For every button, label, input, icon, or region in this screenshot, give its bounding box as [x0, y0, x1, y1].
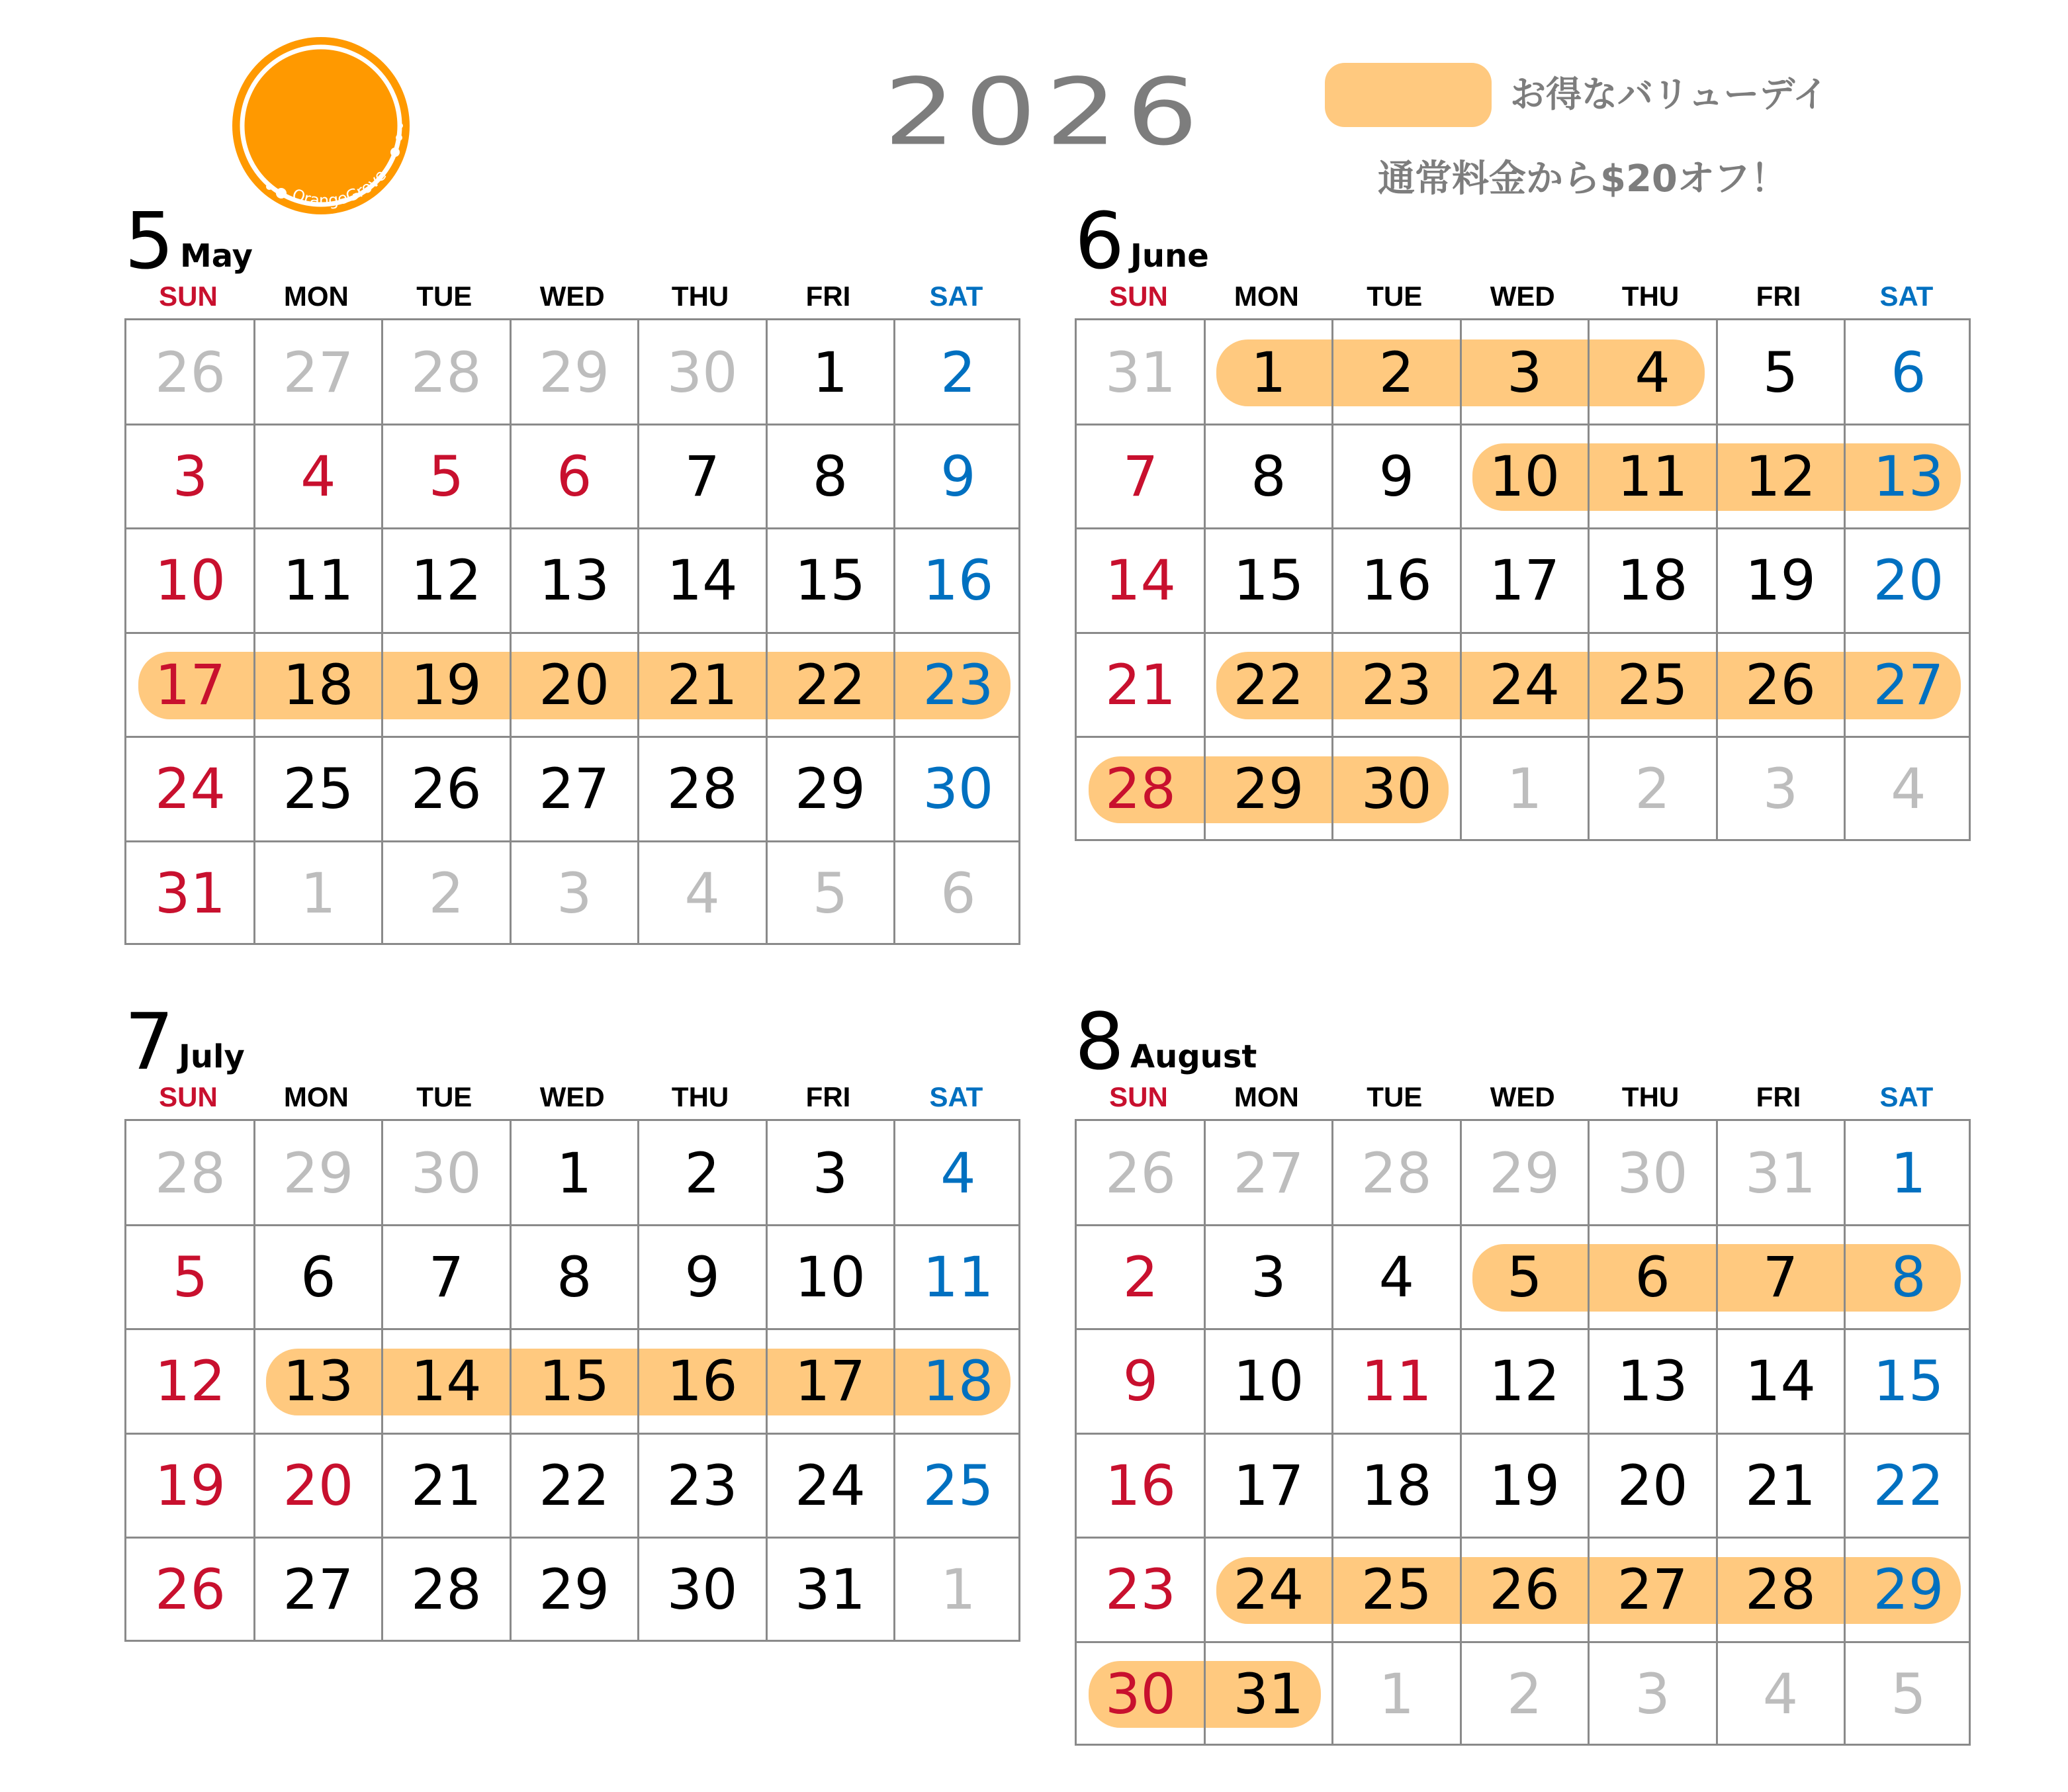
day-cell[interactable]: 27 — [1233, 1140, 1304, 1206]
weekday-fri: FRI — [1756, 281, 1801, 312]
day-cell[interactable]: 2 — [1506, 1661, 1543, 1726]
day-cell[interactable]: 21 — [1105, 652, 1176, 717]
day-cell[interactable]: 29 — [1873, 1557, 1944, 1623]
weekday-mon: MON — [283, 281, 349, 312]
day-cell[interactable]: 24 — [795, 1453, 866, 1518]
day-cell[interactable]: 5 — [172, 1244, 208, 1310]
day-cell[interactable]: 6 — [1891, 339, 1926, 405]
day-cell[interactable]: 10 — [1489, 443, 1560, 509]
weekday-wed: WED — [539, 1081, 605, 1112]
day-cell[interactable]: 31 — [1233, 1661, 1304, 1726]
day-cell[interactable]: 18 — [1361, 1453, 1432, 1518]
day-cell[interactable]: 16 — [1105, 1453, 1176, 1518]
legend-note: 通常料金から$20オフ！ — [1378, 157, 1788, 201]
weekday-sat: SAT — [1879, 1081, 1934, 1112]
weekday-thu: THU — [671, 281, 729, 312]
day-cell[interactable]: 2 — [1378, 339, 1415, 405]
day-cell[interactable]: 13 — [539, 548, 610, 613]
day-cell[interactable]: 24 — [155, 756, 226, 822]
day-cell[interactable]: 5 — [1506, 1244, 1543, 1310]
day-cell[interactable]: 8 — [1251, 443, 1286, 509]
weekday-fri: FRI — [1756, 1081, 1801, 1112]
day-cell[interactable]: 26 — [1105, 1140, 1176, 1206]
day-cell[interactable]: 4 — [684, 860, 720, 926]
day-cell[interactable]: 24 — [1233, 1557, 1304, 1623]
day-cell[interactable]: 11 — [1361, 1349, 1432, 1414]
day-cell[interactable]: 4 — [1891, 756, 1926, 822]
day-cell[interactable]: 16 — [666, 1349, 738, 1414]
day-cell[interactable]: 21 — [666, 652, 738, 717]
day-cell[interactable]: 13 — [283, 1349, 354, 1414]
month-number: 6 — [1075, 195, 1125, 287]
day-cell[interactable]: 29 — [1489, 1140, 1560, 1206]
weekday-sat: SAT — [929, 281, 983, 312]
day-cell[interactable]: 12 — [1489, 1349, 1560, 1414]
day-cell[interactable]: 28 — [1745, 1557, 1816, 1623]
day-cell[interactable]: 29 — [795, 756, 866, 822]
day-cell[interactable]: 5 — [1762, 339, 1799, 405]
day-cell[interactable]: 3 — [556, 860, 592, 926]
day-cell[interactable]: 9 — [1378, 443, 1415, 509]
weekday-header-row — [1075, 281, 1971, 311]
day-cell[interactable]: 19 — [410, 652, 482, 717]
month-number: 5 — [124, 195, 175, 287]
month-august — [1075, 996, 1971, 1726]
month-name: June — [1130, 238, 1209, 275]
calendar-grid — [124, 318, 1020, 945]
day-cell[interactable]: 7 — [428, 1244, 465, 1310]
month-number: 8 — [1075, 996, 1125, 1087]
weekday-mon: MON — [283, 1081, 349, 1112]
day-cell[interactable]: 24 — [1489, 652, 1560, 717]
day-cell[interactable]: 3 — [172, 443, 208, 509]
day-cell[interactable]: 25 — [1361, 1557, 1432, 1623]
day-cell[interactable]: 23 — [666, 1453, 738, 1518]
day-cell[interactable]: 25 — [922, 1453, 994, 1518]
orange-grove-logo — [228, 33, 414, 218]
weekday-thu: THU — [1621, 1081, 1680, 1112]
day-cell[interactable]: 25 — [283, 756, 354, 822]
day-cell[interactable]: 1 — [1891, 1140, 1926, 1206]
month-july — [124, 996, 1020, 1623]
day-cell[interactable]: 2 — [1635, 756, 1670, 822]
day-cell[interactable]: 4 — [1762, 1661, 1799, 1726]
month-header — [124, 996, 1020, 1087]
day-cell[interactable]: 16 — [922, 548, 994, 613]
day-cell[interactable]: 23 — [1361, 652, 1432, 717]
day-cell[interactable]: 14 — [410, 1349, 482, 1414]
day-cell[interactable]: 26 — [1745, 652, 1816, 717]
calendar-grid — [124, 1119, 1020, 1642]
weekday-tue: TUE — [1367, 281, 1423, 312]
day-cell[interactable]: 15 — [795, 548, 866, 613]
day-cell[interactable]: 2 — [1122, 1244, 1159, 1310]
legend-highlight-swatch — [1325, 63, 1492, 127]
day-cell[interactable]: 3 — [1635, 1661, 1670, 1726]
day-cell[interactable]: 28 — [410, 339, 482, 405]
logo-text: OrangeGrove — [289, 165, 390, 210]
weekday-tue: TUE — [1367, 1081, 1423, 1112]
day-cell[interactable]: 10 — [795, 1244, 866, 1310]
day-cell[interactable]: 26 — [410, 756, 482, 822]
day-cell[interactable]: 31 — [1745, 1140, 1816, 1206]
day-cell[interactable]: 28 — [1361, 1140, 1432, 1206]
weekday-fri: FRI — [805, 281, 851, 312]
day-cell[interactable]: 2 — [940, 339, 976, 405]
day-cell[interactable]: 3 — [1251, 1244, 1286, 1310]
day-cell[interactable]: 20 — [283, 1453, 354, 1518]
day-cell[interactable]: 4 — [1635, 339, 1670, 405]
day-cell[interactable]: 5 — [428, 443, 465, 509]
day-cell[interactable]: 28 — [666, 756, 738, 822]
weekday-thu: THU — [1621, 281, 1680, 312]
day-cell[interactable]: 25 — [1617, 652, 1688, 717]
day-cell[interactable]: 18 — [283, 652, 354, 717]
day-cell[interactable]: 1 — [940, 1557, 976, 1623]
day-cell[interactable]: 12 — [155, 1349, 226, 1414]
day-cell[interactable]: 27 — [283, 339, 354, 405]
day-cell[interactable]: 21 — [1745, 1453, 1816, 1518]
day-cell[interactable]: 29 — [539, 1557, 610, 1623]
day-cell[interactable]: 1 — [1378, 1661, 1415, 1726]
weekday-sun: SUN — [1109, 1081, 1168, 1112]
day-cell[interactable]: 29 — [1233, 756, 1304, 822]
day-cell[interactable]: 8 — [1891, 1244, 1926, 1310]
day-cell[interactable]: 3 — [1506, 339, 1543, 405]
day-cell[interactable]: 10 — [155, 548, 226, 613]
day-cell[interactable]: 29 — [283, 1140, 354, 1206]
day-cell[interactable]: 26 — [155, 339, 226, 405]
weekday-tue: TUE — [416, 1081, 472, 1112]
day-cell[interactable]: 19 — [1745, 548, 1816, 613]
day-cell[interactable]: 6 — [556, 443, 592, 509]
year-title: 2026 — [883, 58, 1208, 167]
weekday-header-row — [1075, 1082, 1971, 1112]
day-cell[interactable]: 31 — [1105, 339, 1176, 405]
day-cell[interactable]: 30 — [666, 339, 738, 405]
month-name: August — [1130, 1038, 1257, 1075]
day-cell[interactable]: 26 — [1489, 1557, 1560, 1623]
day-cell[interactable]: 11 — [283, 548, 354, 613]
day-cell[interactable]: 1 — [556, 1140, 592, 1206]
weekday-sun: SUN — [1109, 281, 1168, 312]
day-cell[interactable]: 19 — [1489, 1453, 1560, 1518]
day-cell[interactable]: 3 — [812, 1140, 848, 1206]
weekday-thu: THU — [671, 1081, 729, 1112]
day-cell[interactable]: 20 — [1873, 548, 1944, 613]
day-cell[interactable]: 4 — [940, 1140, 976, 1206]
day-cell[interactable]: 7 — [1762, 1244, 1799, 1310]
day-cell[interactable]: 15 — [1233, 548, 1304, 613]
day-cell[interactable]: 27 — [1873, 652, 1944, 717]
day-cell[interactable]: 20 — [1617, 1453, 1688, 1518]
day-cell[interactable]: 30 — [1361, 756, 1432, 822]
day-cell[interactable]: 16 — [1361, 548, 1432, 613]
day-cell[interactable]: 4 — [300, 443, 336, 509]
day-cell[interactable]: 26 — [155, 1557, 226, 1623]
day-cell[interactable]: 9 — [1122, 1349, 1159, 1414]
day-cell[interactable]: 17 — [155, 652, 226, 717]
month-header — [124, 195, 1020, 287]
day-cell[interactable]: 4 — [1378, 1244, 1415, 1310]
day-cell[interactable]: 5 — [1891, 1661, 1926, 1726]
day-cell[interactable]: 14 — [1745, 1349, 1816, 1414]
weekday-sun: SUN — [159, 1081, 218, 1112]
day-cell[interactable]: 22 — [539, 1453, 610, 1518]
day-cell[interactable]: 30 — [666, 1557, 738, 1623]
day-cell[interactable]: 27 — [1617, 1557, 1688, 1623]
day-cell[interactable]: 22 — [1873, 1453, 1944, 1518]
month-may — [124, 195, 1020, 926]
day-cell[interactable]: 7 — [1122, 443, 1159, 509]
day-cell[interactable]: 27 — [539, 756, 610, 822]
day-cell[interactable]: 6 — [940, 860, 976, 926]
day-cell[interactable]: 9 — [684, 1244, 720, 1310]
month-number: 7 — [124, 996, 175, 1087]
month-june — [1075, 195, 1971, 822]
day-cell[interactable]: 5 — [812, 860, 848, 926]
day-cell[interactable]: 27 — [283, 1557, 354, 1623]
month-header — [1075, 195, 1971, 287]
weekday-wed: WED — [1490, 281, 1555, 312]
day-cell[interactable]: 22 — [795, 652, 866, 717]
day-cell[interactable]: 11 — [1617, 443, 1688, 509]
day-cell[interactable]: 17 — [795, 1349, 866, 1414]
day-cell[interactable]: 28 — [1105, 756, 1176, 822]
weekday-header-row — [124, 1082, 1020, 1112]
day-cell[interactable]: 8 — [556, 1244, 592, 1310]
day-cell[interactable]: 8 — [812, 443, 848, 509]
day-cell[interactable]: 13 — [1617, 1349, 1688, 1414]
legend-label: お得なバリューデイ — [1510, 73, 1828, 115]
day-cell[interactable]: 31 — [155, 860, 226, 926]
day-cell[interactable]: 2 — [684, 1140, 720, 1206]
day-cell[interactable]: 28 — [410, 1557, 482, 1623]
day-cell[interactable]: 12 — [1745, 443, 1816, 509]
day-cell[interactable]: 31 — [795, 1557, 866, 1623]
weekday-sat: SAT — [1879, 281, 1934, 312]
day-cell[interactable]: 3 — [1762, 756, 1799, 822]
weekday-wed: WED — [1490, 1081, 1555, 1112]
day-cell[interactable]: 28 — [155, 1140, 226, 1206]
day-cell[interactable]: 15 — [539, 1349, 610, 1414]
day-cell[interactable]: 7 — [684, 443, 720, 509]
day-cell[interactable]: 23 — [1105, 1557, 1176, 1623]
day-cell[interactable]: 30 — [1105, 1661, 1176, 1726]
month-header — [1075, 996, 1971, 1087]
day-cell[interactable]: 20 — [539, 652, 610, 717]
day-cell[interactable]: 15 — [1873, 1349, 1944, 1414]
day-cell[interactable]: 1 — [1506, 756, 1543, 822]
day-cell[interactable]: 23 — [922, 652, 994, 717]
day-cell[interactable]: 11 — [922, 1244, 994, 1310]
day-cell[interactable]: 19 — [155, 1453, 226, 1518]
day-cell[interactable]: 12 — [410, 548, 482, 613]
day-cell[interactable]: 18 — [922, 1349, 994, 1414]
calendar-grid — [1075, 318, 1971, 841]
day-cell[interactable]: 30 — [1617, 1140, 1688, 1206]
day-cell[interactable]: 18 — [1617, 548, 1688, 613]
day-cell[interactable]: 17 — [1233, 1453, 1304, 1518]
weekday-sat: SAT — [929, 1081, 983, 1112]
weekday-tue: TUE — [416, 281, 472, 312]
day-cell[interactable]: 29 — [539, 339, 610, 405]
day-cell[interactable]: 14 — [1105, 548, 1176, 613]
day-cell[interactable]: 1 — [300, 860, 336, 926]
day-cell[interactable]: 9 — [940, 443, 976, 509]
day-cell[interactable]: 14 — [666, 548, 738, 613]
weekday-mon: MON — [1234, 281, 1299, 312]
month-name: July — [179, 1038, 245, 1075]
day-cell[interactable]: 2 — [428, 860, 465, 926]
month-name: May — [180, 238, 253, 275]
day-cell[interactable]: 13 — [1873, 443, 1944, 509]
weekday-fri: FRI — [805, 1081, 851, 1112]
day-cell[interactable]: 22 — [1233, 652, 1304, 717]
weekday-mon: MON — [1234, 1081, 1299, 1112]
day-cell[interactable]: 30 — [922, 756, 994, 822]
calendar-grid — [1075, 1119, 1971, 1746]
weekday-sun: SUN — [159, 281, 218, 312]
day-cell[interactable]: 30 — [410, 1140, 482, 1206]
day-cell[interactable]: 21 — [410, 1453, 482, 1518]
day-cell[interactable]: 1 — [1251, 339, 1286, 405]
day-cell[interactable]: 10 — [1233, 1349, 1304, 1414]
weekday-header-row — [124, 281, 1020, 311]
day-cell[interactable]: 6 — [1635, 1244, 1670, 1310]
day-cell[interactable]: 17 — [1489, 548, 1560, 613]
day-cell[interactable]: 1 — [812, 339, 848, 405]
weekday-wed: WED — [539, 281, 605, 312]
day-cell[interactable]: 6 — [300, 1244, 336, 1310]
